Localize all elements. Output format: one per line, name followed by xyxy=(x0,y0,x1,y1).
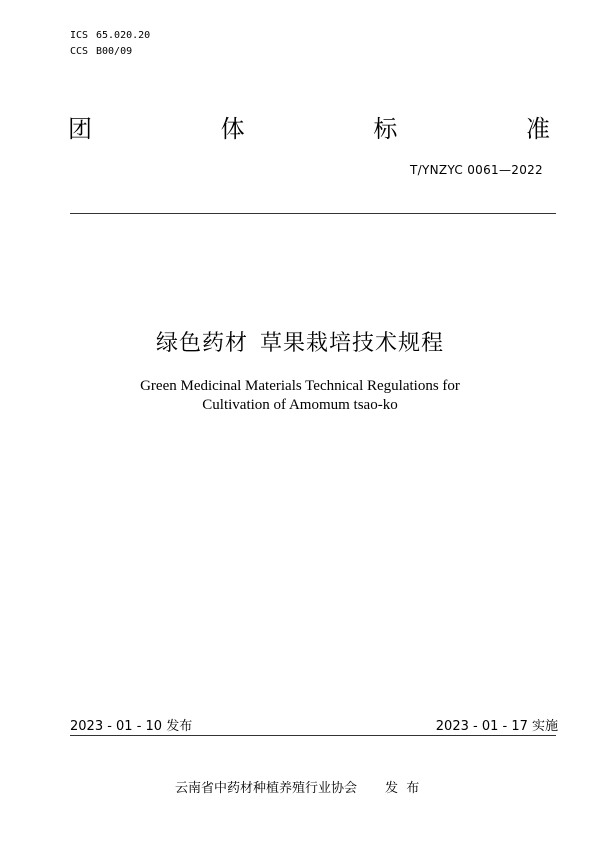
chinese-title-part1: 绿色药材 xyxy=(155,331,248,356)
issue-date: 2023 - 01 - 10 发布 xyxy=(70,719,193,734)
ccs-value: B00/09 xyxy=(96,46,133,57)
heading-char-2: 体 xyxy=(220,115,245,143)
publisher xyxy=(175,777,419,796)
heading-char-1: 团 xyxy=(68,115,92,143)
heading-char-4: 准 xyxy=(525,115,550,143)
ccs-code xyxy=(70,44,150,60)
header-divider xyxy=(70,213,556,214)
ics-value: 65.020.20 xyxy=(96,30,151,41)
ccs-label: CCS xyxy=(70,46,89,57)
publisher-action: 发 布 xyxy=(385,781,420,796)
heading-char-3: 标 xyxy=(373,115,398,143)
english-title-line1: Green Medicinal Materials Technical Regulations for xyxy=(140,378,460,394)
document-type-heading xyxy=(68,114,550,144)
ics-code xyxy=(70,28,150,44)
footer-divider xyxy=(70,735,556,736)
chinese-title-part2: 草果栽培技术规程 xyxy=(260,331,445,356)
chinese-title xyxy=(0,326,600,357)
implementation-date: 2023 - 01 - 17 实施 xyxy=(435,719,558,734)
classification-codes xyxy=(70,28,150,60)
english-title xyxy=(0,377,600,415)
publisher-name: 云南省中药材种植养殖行业协会 xyxy=(175,781,358,796)
standard-number: T/YNZYC 0061—2022 xyxy=(410,163,543,177)
ics-label: ICS xyxy=(70,30,89,41)
english-title-line2: Cultivation of Amomum tsao-ko xyxy=(202,397,398,413)
